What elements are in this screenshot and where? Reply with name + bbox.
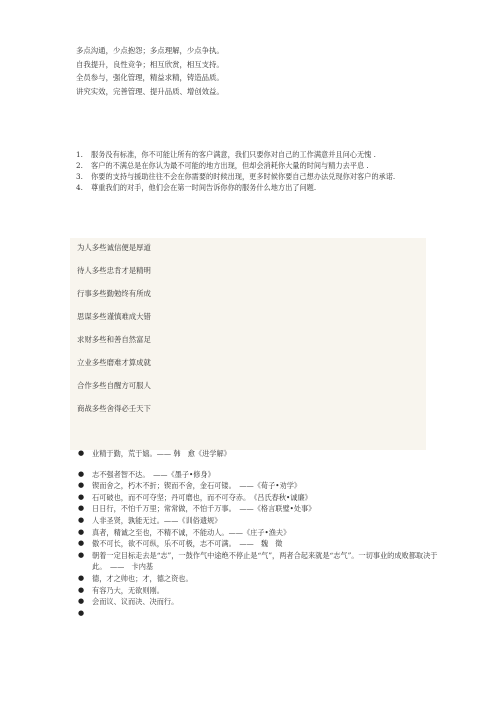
motto-line: 立业多些磨难才算成就 — [77, 358, 151, 367]
bullet-icon: ● — [78, 608, 85, 617]
quote-text: 朝着一定目标走去是“志”，一鼓作气中途绝不停止是“气”，两者合起来就是“志气”。一切事业的成败都取决于此。 —— 卡内基 — [92, 550, 438, 572]
numbered-item — [76, 161, 426, 172]
item-text: 服务没有标准，你不可能让所有的客户满意，我们只要你对自己的工作满意并且问心无愧 . — [91, 150, 376, 159]
motto-line: 为人多些诚信便是厚道 — [77, 243, 151, 252]
numbered-list — [76, 150, 426, 194]
bullet-icon: ● — [78, 469, 85, 478]
quote-text: 志不强者智不达。 ——《墨子•修身》 — [92, 469, 215, 479]
numbered-item — [76, 150, 426, 161]
intro-section — [76, 44, 416, 98]
bullet-icon: ● — [78, 504, 85, 513]
bullet-icon: ● — [78, 492, 85, 501]
quote-item — [78, 515, 438, 527]
numbered-item — [76, 172, 426, 183]
item-text: 尊重我们的对手，他们会在第一时间告诉你你的服务什么地方出了问题. — [91, 183, 317, 193]
quote-item — [78, 503, 438, 515]
motto-line: 商战多些舍得必壬天下 — [77, 404, 151, 413]
item-number: 3. — [76, 172, 83, 182]
quote-text: 傲不可长，欲不可纵，乐不可极，志不可满。 —— 魏 徵 — [92, 539, 283, 549]
quote-list — [78, 448, 438, 617]
quote-text: 真者，精诚之至也，不精不诚，不能动人。——《庄子•渔夫》 — [92, 527, 291, 537]
bullet-icon: ● — [78, 515, 85, 524]
motto-box — [70, 238, 426, 450]
item-text: 你要的支持与援助往往不会在你需要的时候出现，更多时候你要自己想办法兑现你对客户的承诺. — [91, 172, 396, 182]
bullet-icon: ● — [78, 573, 85, 582]
motto-line: 待人多些忠肯才是精明 — [77, 266, 151, 275]
quote-item — [78, 538, 438, 550]
quote-item — [78, 573, 438, 585]
quote-text: 日日行，不怕千万里；常常做，不怕千万事。 ——《格言联璧•处事》 — [92, 504, 316, 514]
quote-item — [78, 469, 438, 481]
quote-text: 人非圣贤，孰能无过。——《训俗遗规》 — [92, 515, 222, 525]
item-text: 客户的不满总是在你认为最不可能的地方出现，但却会消耗你大量的时间与精力去平息 . — [91, 161, 369, 171]
motto-line: 求财多些和善自然富足 — [77, 335, 151, 344]
quote-text: 会而议、议而决、决而行。 — [92, 597, 179, 607]
quote-item — [78, 550, 438, 573]
quote-item — [78, 527, 438, 539]
motto-line: 合作多些自醒方可服人 — [77, 381, 151, 390]
bullet-icon: ● — [78, 597, 85, 606]
motto-line: 行事多些勤勉终有所成 — [77, 289, 151, 298]
bullet-icon: ● — [78, 449, 85, 457]
item-number: 2. — [76, 161, 83, 171]
bullet-icon: ● — [78, 585, 85, 594]
quote-text: 德，才之帅也；才，德之资也。 — [92, 573, 193, 583]
quote-item — [78, 492, 438, 504]
numbered-item — [76, 183, 426, 194]
intro-line: 多点沟通，少点抱怨；多点理解，少点争执。 — [76, 46, 224, 55]
quote-item — [78, 585, 438, 597]
bullet-icon: ● — [78, 539, 85, 548]
bullet-icon: ● — [78, 550, 85, 559]
quote-text: 锲而舍之，朽木不折；锲而不舍，金石可镂。 ——《荀子•劝学》 — [92, 481, 302, 491]
motto-line: 思谋多些谨慎难成大错 — [77, 312, 151, 321]
item-number: 1. — [76, 150, 83, 159]
bullet-icon: ● — [78, 481, 85, 490]
item-number: 4. — [76, 183, 83, 193]
quote-text: 业精于勤，荒于嬉。—— 韩 愈《进学解》 — [92, 449, 231, 458]
intro-line: 讲究实效，完善管理、提升品质、增创效益。 — [76, 86, 224, 96]
quote-item — [78, 596, 438, 608]
intro-line: 全员参与，强化管理，精益求精，铸造品质。 — [76, 73, 224, 82]
quote-text: 石可破也，而不可夺坚；丹可磨也，而不可夺赤。 《吕氏春秋•诚廉》 — [92, 492, 312, 502]
quote-item — [78, 480, 438, 492]
bullet-icon: ● — [78, 527, 85, 536]
quote-item — [78, 448, 438, 460]
quote-text: 有容乃大，无欲则刚。 — [92, 585, 164, 595]
intro-line: 自我提升，良性竞争；相互欣赏，相互支持。 — [76, 59, 224, 69]
